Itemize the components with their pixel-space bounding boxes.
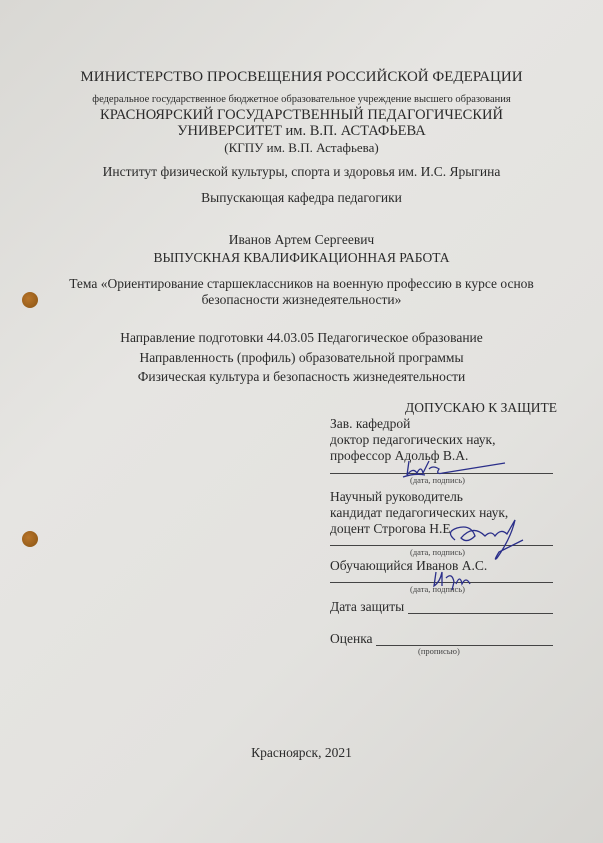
punch-hole: [22, 531, 38, 547]
approval-title: ДОПУСКАЮ К ЗАЩИТЕ: [405, 400, 558, 415]
profile-label: Направленность (профиль) образовательной программы: [139, 350, 464, 365]
date-signature-caption: (дата, подпись): [410, 584, 466, 594]
head-role: Зав. кафедрой: [330, 416, 411, 431]
head-name: профессор Адольф В.А.: [330, 448, 469, 463]
institute: Институт физической культуры, спорта и здоровья им. И.С. Ярыгина: [102, 164, 501, 179]
author-name: Иванов Артем Сергеевич: [228, 232, 375, 247]
university-short: (КГПУ им. В.П. Астафьева): [224, 140, 379, 155]
grade-line: [376, 645, 553, 646]
university-name-1: КРАСНОЯРСКИЙ ГОСУДАРСТВЕННЫЙ ПЕДАГОГИЧЕСКИЙ: [100, 107, 503, 123]
head-signature: [395, 455, 515, 485]
direction: Направление подготовки 44.03.05 Педагогическое образование: [120, 330, 483, 345]
advisor-degree: кандидат педагогических наук,: [330, 505, 509, 520]
institution-type: федеральное государственное бюджетное образовательное учреждение высшего образования: [92, 94, 511, 105]
student-signature: [430, 568, 480, 594]
work-type: ВЫПУСКНАЯ КВАЛИФИКАЦИОННАЯ РАБОТА: [153, 250, 450, 265]
profile: Физическая культура и безопасность жизнедеятельности: [137, 369, 466, 384]
defense-date-line: [408, 613, 553, 614]
advisor-name: доцент Строгова Н.Е: [330, 521, 451, 536]
city-year: Красноярск, 2021: [251, 745, 352, 760]
student-name: Обучающийся Иванов А.С.: [330, 558, 488, 573]
topic-line-1: Тема «Ориентирование старшеклассников на военную профессию в курсе основ: [69, 276, 534, 291]
topic-line-2: безопасности жизнедеятельности»: [201, 292, 402, 307]
in-words-caption: (прописью): [418, 646, 460, 656]
grade-label: Оценка: [330, 631, 373, 646]
date-signature-caption: (дата, подпись): [410, 475, 466, 485]
department: Выпускающая кафедра педагогики: [201, 190, 402, 205]
advisor-role: Научный руководитель: [330, 489, 463, 504]
defense-date-label: Дата защиты: [330, 599, 405, 614]
university-name-2: УНИВЕРСИТЕТ им. В.П. АСТАФЬЕВА: [177, 123, 426, 139]
date-signature-caption: (дата, подпись): [410, 547, 466, 557]
ministry-title: МИНИСТЕРСТВО ПРОСВЕЩЕНИЯ РОССИЙСКОЙ ФЕДЕРАЦИИ: [80, 69, 523, 85]
head-degree: доктор педагогических наук,: [330, 432, 496, 447]
